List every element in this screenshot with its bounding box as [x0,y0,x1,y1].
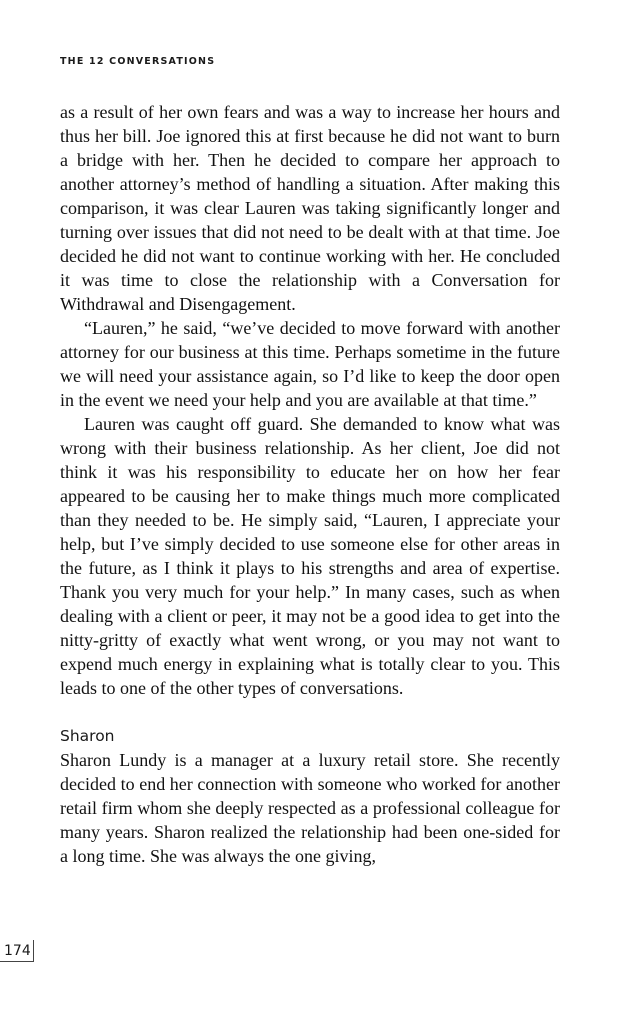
paragraph: “Lauren,” he said, “we’ve decided to move forward with another attorney for our business at this time. Perhaps sometime in the future we will need your assistance again, so I’d like to keep the door open in the event we need your help and you are available at that time.” [60,318,560,410]
section-subheading: Sharon [60,727,115,745]
paragraph: as a result of her own fears and was a way to increase her hours and thus her bill. Joe ignored this at first because he did not want to burn a bridge with her. Then he decided to compare her approach to another attorney’s method of handling a situation. After making this comparison, it was clear Lauren was taking significantly longer and turning over issues that did not need to be dealt with at that time. Joe decided he did not want to continue working with her. He concluded it was time to close the relationship with a Conversation for Withdrawal and Disengagement. [60,102,560,314]
paragraph: Lauren was caught off guard. She demanded to know what was wrong with their business relationship. As her client, Joe did not think it was his responsibility to educate her on how her fear appeared to be causing her to make things much more complicated than they needed to be. He simply said, “Lauren, I appreciate your help, but I’ve simply decided to use someone else for other areas in the future, as I think it plays to his strengths and area of expertise. Thank you very much for your help.” In many cases, such as when dealing with a client or peer, it may not be a good idea to get into the nitty-gritty of exactly what went wrong, or you may not want to expend much energy in explaining what is totally clear to you. This leads to one of the other types of conversations. [60,414,560,698]
paragraph: Sharon Lundy is a manager at a luxury retail store. She recently decided to end her connection with someone who worked for another retail firm whom she deeply respected as a professional colleague for many years. Sharon realized the relationship had been one-sided for a long time. She was always the one giving, [60,750,560,866]
page-number: 174 [0,940,34,962]
body-text [60,100,560,868]
running-head: THE 12 CONVERSATIONS [60,56,216,67]
